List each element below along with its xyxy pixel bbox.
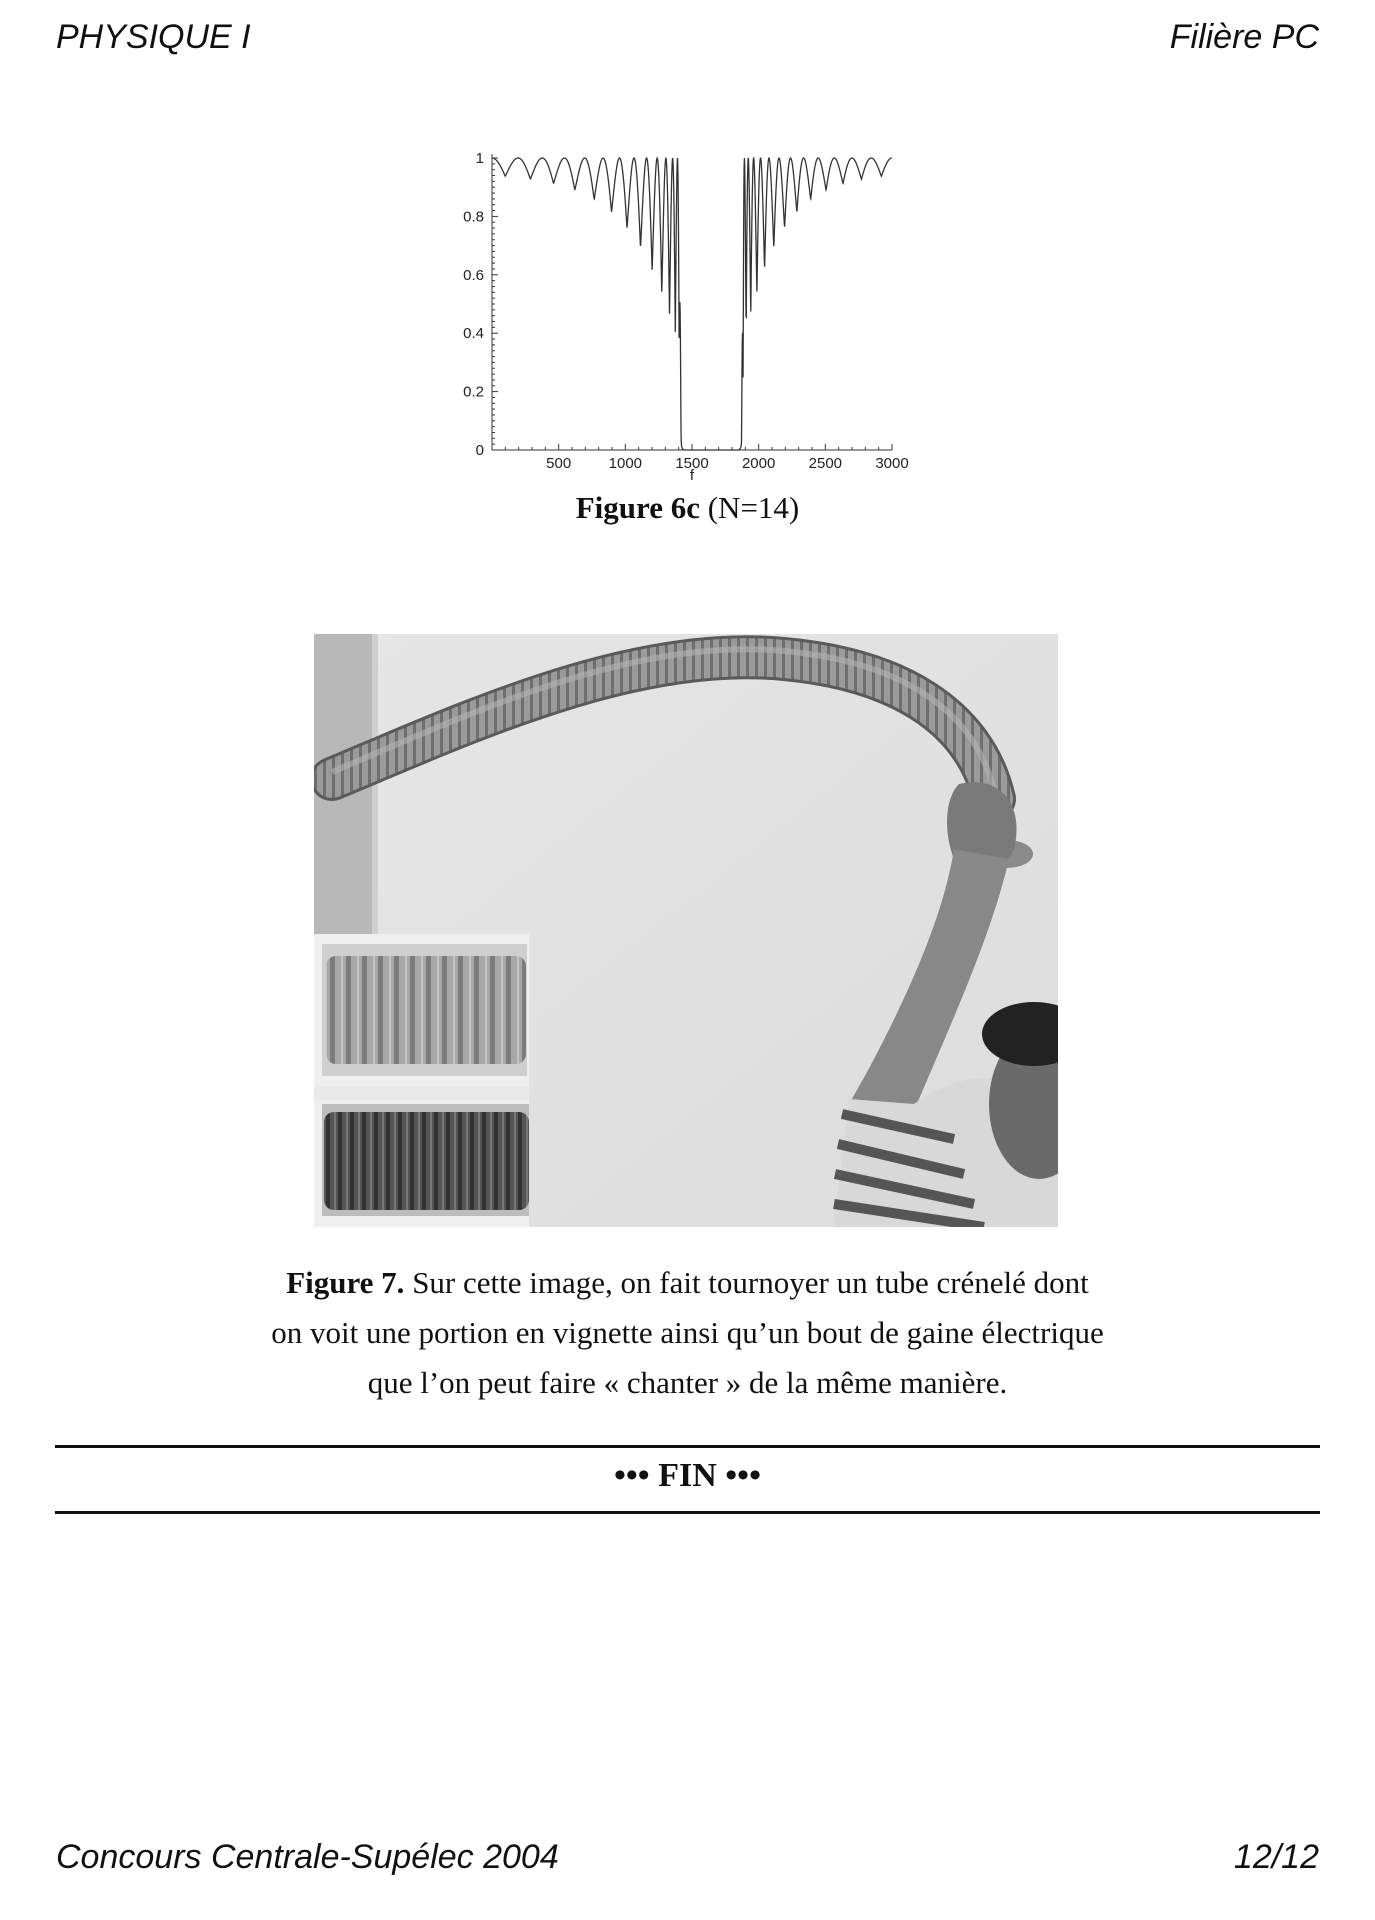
figure-7-caption-bold: Figure 7. xyxy=(286,1265,405,1300)
footer-exam: Concours Centrale-Supélec 2004 xyxy=(56,1838,559,1876)
figure-7-caption-line-1 xyxy=(160,1258,1215,1308)
y-tick-label: 1 xyxy=(475,150,484,167)
x-tick-label: 3000 xyxy=(875,455,909,472)
fin-bottom-rule xyxy=(55,1511,1320,1514)
y-tick-label: 0.8 xyxy=(463,208,484,226)
y-tick-label: 0.6 xyxy=(463,266,484,284)
x-tick-label: 2500 xyxy=(808,455,843,472)
header-subject: PHYSIQUE I xyxy=(56,18,251,56)
x-tick-label: 1500 xyxy=(675,455,709,472)
footer-page-number: 12/12 xyxy=(1233,1838,1319,1876)
figure-7-caption-line-3: que l’on peut faire « chanter » de la même manière. xyxy=(367,1365,1008,1400)
y-tick-label: 0.2 xyxy=(463,383,484,401)
fin-marker: ••• FIN ••• xyxy=(614,1457,761,1494)
figure-7-photo xyxy=(314,634,1058,1227)
x-tick-label: 2000 xyxy=(741,455,776,472)
figure-6c-caption-bold: Figure 6c xyxy=(575,490,700,525)
header-track: Filière PC xyxy=(1169,18,1319,56)
x-tick-label: 1000 xyxy=(608,455,643,472)
fin-top-rule xyxy=(55,1445,1320,1448)
figure-6c-caption xyxy=(0,490,1375,526)
figure-6c-chart xyxy=(440,140,920,480)
figure-6c-caption-rest: (N=14) xyxy=(699,490,800,525)
x-tick-label: 500 xyxy=(546,455,572,472)
figure-7-caption xyxy=(160,1258,1215,1408)
chart-axes xyxy=(492,154,892,450)
y-tick-label: 0.4 xyxy=(463,325,484,343)
x-tick-labels xyxy=(546,455,909,472)
y-tick-labels xyxy=(463,150,484,459)
y-tick-label: 0 xyxy=(475,442,484,459)
transmission-curve xyxy=(493,158,892,450)
figure-7-caption-line-1-text: Sur cette image, on fait tournoyer un tube crénelé dont xyxy=(404,1265,1089,1300)
x-axis-label: f xyxy=(689,467,695,480)
figure-7-caption-line-2: on voit une portion en vignette ainsi qu’un bout de gaine électrique xyxy=(271,1315,1104,1350)
